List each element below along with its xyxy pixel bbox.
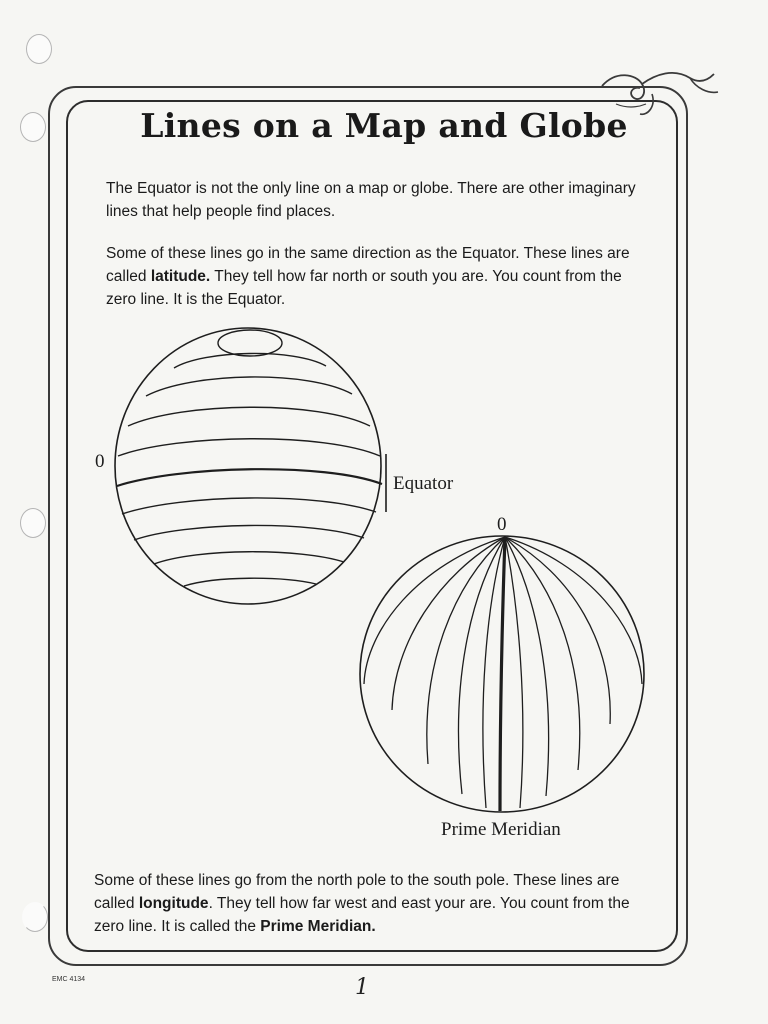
latitude-term: latitude. bbox=[150, 268, 211, 285]
longitude-globe-illustration bbox=[358, 534, 648, 814]
equator-zero-label: 0 bbox=[95, 451, 105, 472]
binder-hole-middle bbox=[20, 508, 46, 538]
latitude-globe-illustration bbox=[112, 326, 392, 610]
longitude-term: longitude bbox=[138, 895, 209, 912]
prime-meridian-term: Prime Meridian. bbox=[260, 918, 376, 935]
equator-label: Equator bbox=[393, 473, 454, 494]
footer-code: EMC 4134 bbox=[52, 976, 86, 983]
page-number: 1 bbox=[355, 975, 369, 1000]
binder-hole-top bbox=[26, 34, 52, 64]
latitude-text-start: Some of these lines go in the same direction as the Equator. These lines are called bbox=[106, 245, 630, 285]
longitude-text-middle: . They tell how far west and east your are. You count from the zero line. It is called the bbox=[94, 895, 630, 935]
latitude-text-end: They tell how far north or south you are. You count from the zero line. It is the Equator. bbox=[106, 268, 622, 308]
prime-meridian-label: Prime Meridian bbox=[441, 819, 561, 840]
latitude-paragraph bbox=[106, 242, 646, 311]
prime-meridian-zero-label: 0 bbox=[497, 514, 507, 535]
longitude-paragraph bbox=[94, 869, 664, 938]
binder-hole-bottom bbox=[22, 902, 48, 932]
intro-paragraph: The Equator is not the only line on a map or globe. There are other imaginary lines that help people find places. bbox=[106, 180, 636, 220]
longitude-text-start: Some of these lines go from the north pole to the south pole. These lines are called bbox=[94, 872, 620, 912]
page-title: Lines on a Map and Globe bbox=[140, 106, 628, 145]
